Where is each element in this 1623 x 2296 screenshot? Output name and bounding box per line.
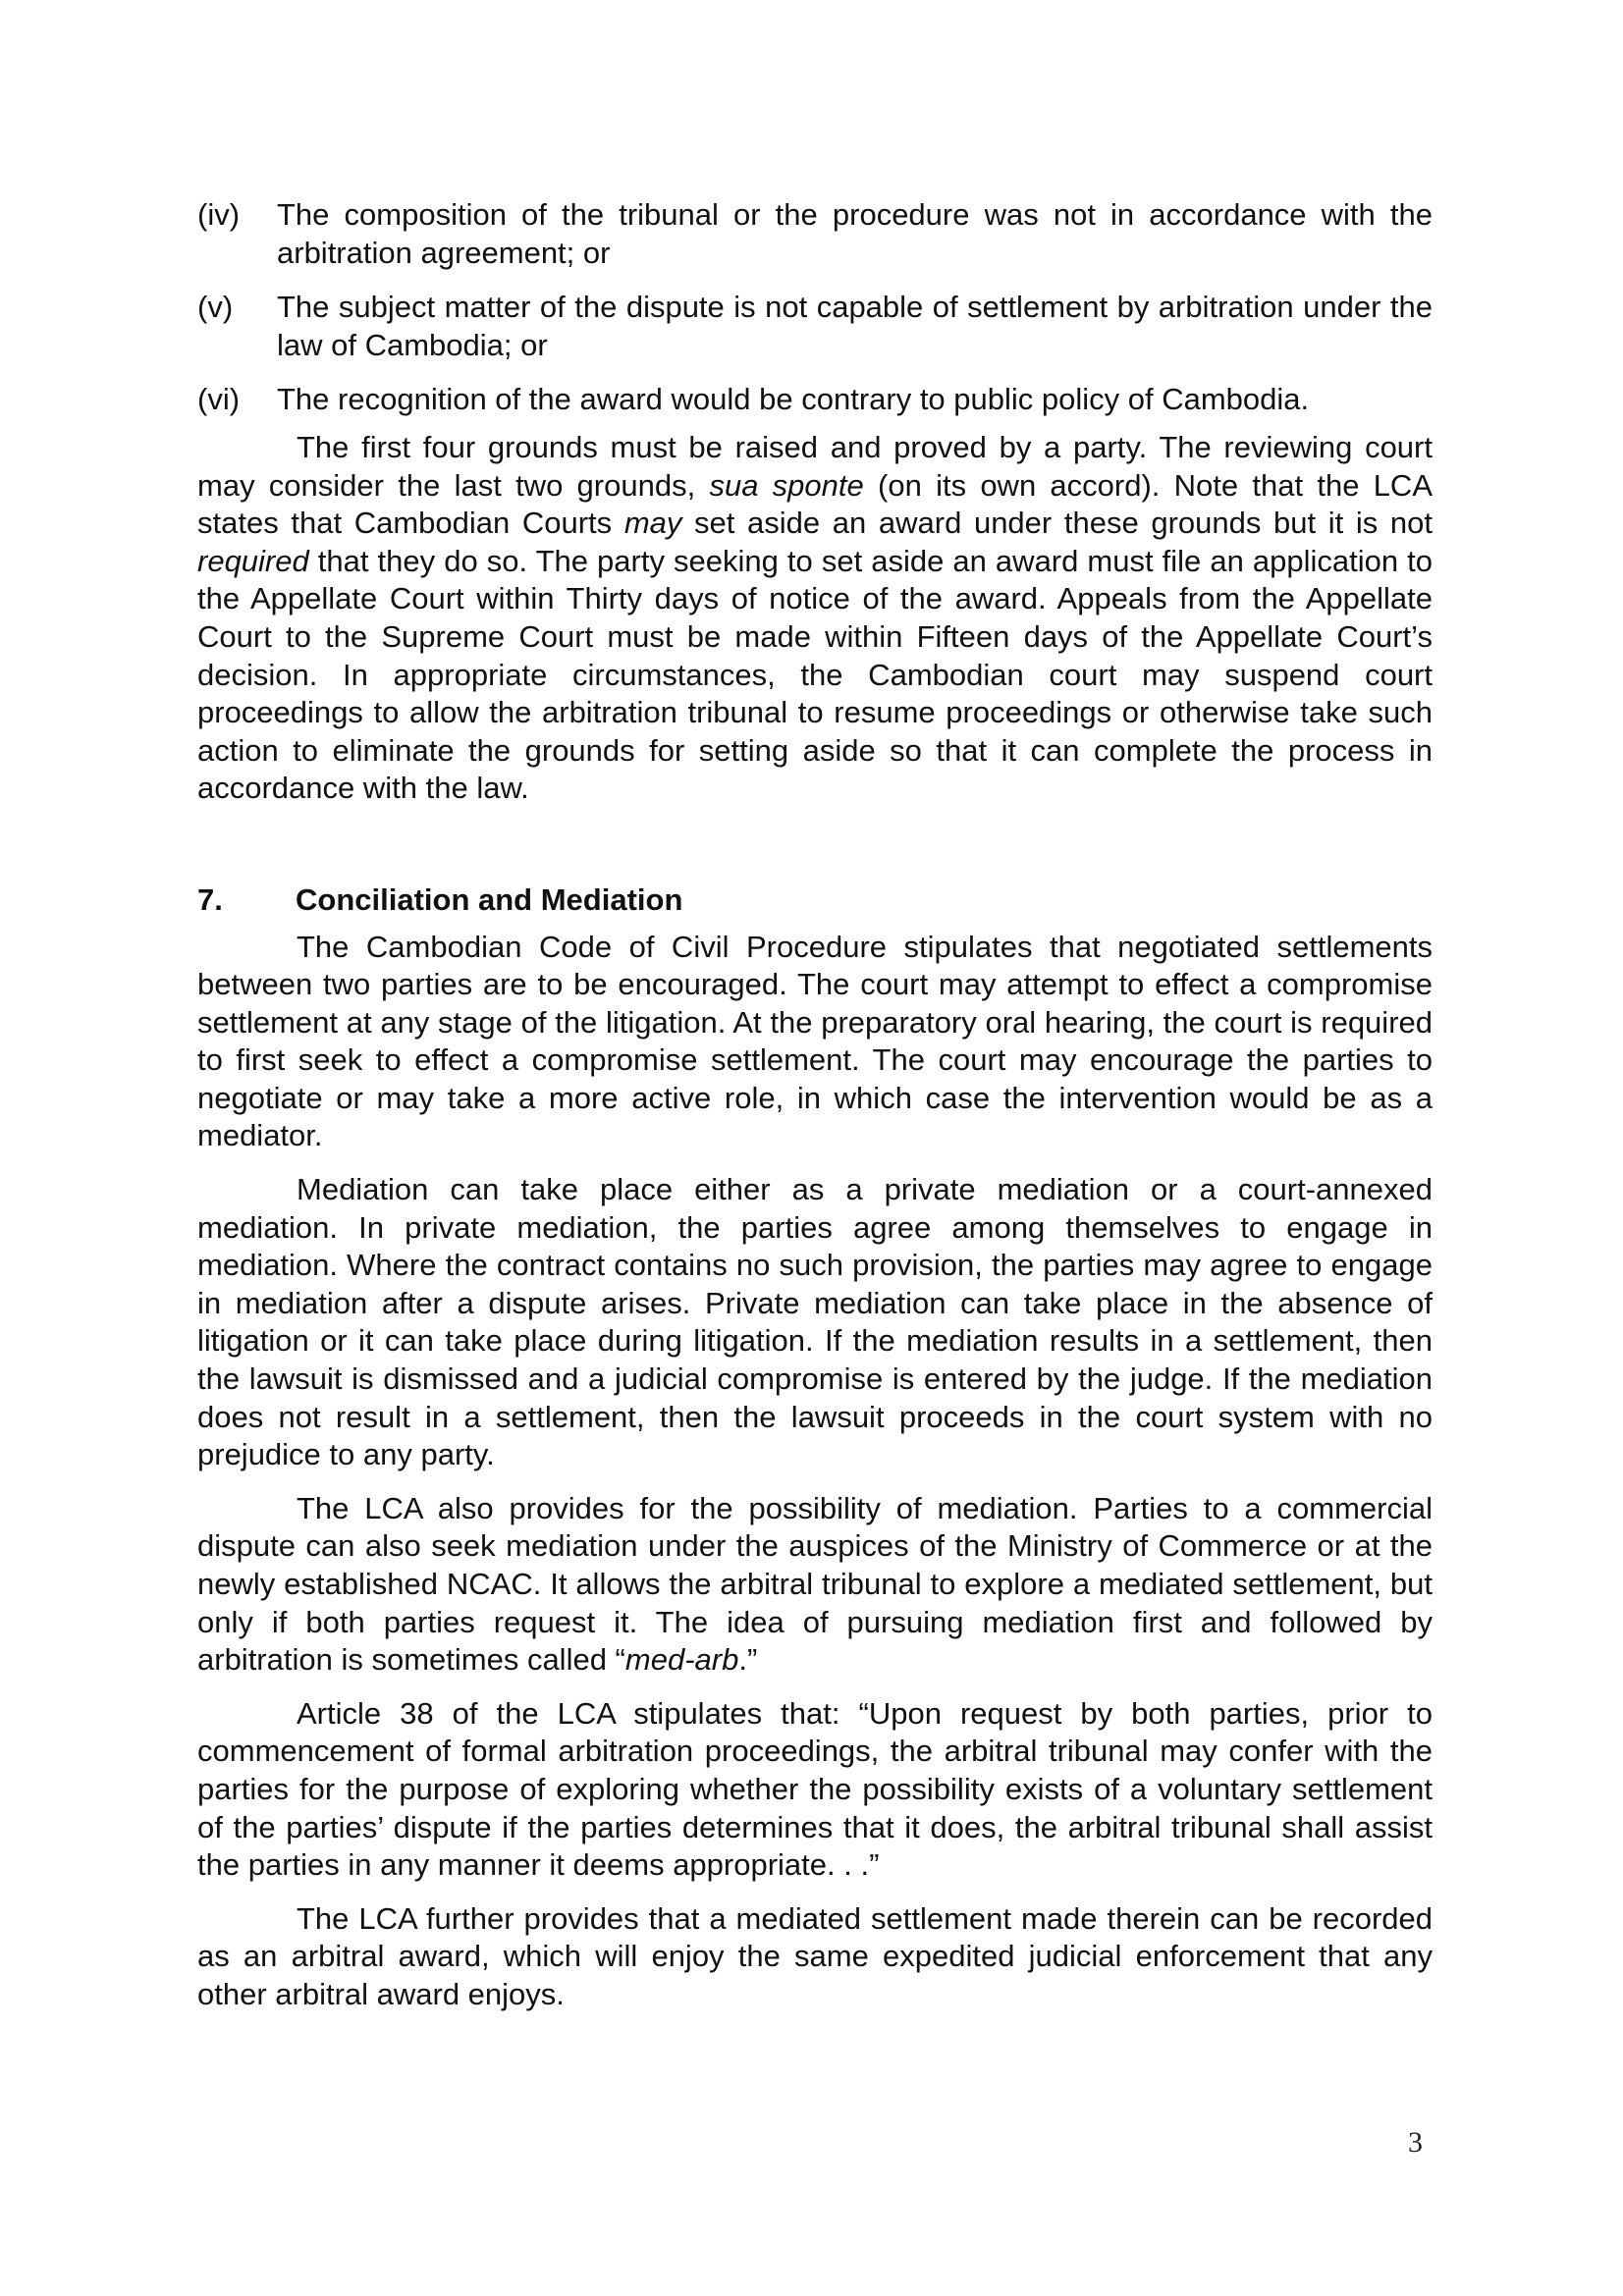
paragraph-text: The LCA also provides for the possibility of mediation. Parties to a commercial dispute can also seek mediation under the auspices of the Ministry of Commerce or at the newly established NCAC. It allows the arbitral tribunal to explore a mediated settlement, but only if both parties request it. The idea of pursuing mediation first and followed by arbitration is sometimes called “ xyxy=(197,1490,1433,1678)
list-item-text: The recognition of the award would be contrary to public policy of Cambodia. xyxy=(277,382,1310,417)
page-content xyxy=(197,196,1433,2030)
list-item-iv xyxy=(197,196,1433,272)
emphasis-med-arb: med-arb xyxy=(624,1642,739,1678)
section-number: 7. xyxy=(197,881,223,917)
paragraph-text: that they do so. The party seeking to set aside an award must file an application to the Appellate Court within Thirty days of notice of the award. Appeals from the Appellate Court to the Supreme Court must be made within Fifteen days of the Appellate Court’s decision. In appropriate circumstances, the Cambodian court may suspend court proceedings to allow the arbitration tribunal to resume proceedings or otherwise take such action to eliminate the grounds for setting aside so that it can complete the process in accordance with the law. xyxy=(197,543,1433,806)
section-heading xyxy=(197,881,1433,920)
list-item-number: (vi) xyxy=(197,382,241,417)
list-item-number: (iv) xyxy=(197,197,241,232)
emphasis-sua-sponte: sua sponte xyxy=(709,467,864,503)
list-item-text: The composition of the tribunal or the procedure was not in accordance with the arbitration agreement; or xyxy=(277,197,1433,270)
paragraph-text: (on its own accord). Note that the LCA states that Cambodian Courts xyxy=(197,467,1433,541)
paragraph-grounds xyxy=(197,429,1433,808)
paragraph-mediation-types: Mediation can take place either as a private mediation or a court-annexed mediation. In private mediation, the parties agree among themselves to engage in mediation. Where the contract contains no such provision, the parties may agree to engage in mediation after a dispute arises. Private mediation can take place in the absence of litigation or it can take place during litigation. If the mediation results in a settlement, then the lawsuit is dismissed and a judicial compromise is entered by the judge. If the mediation does not result in a settlement, then the lawsuit proceeds in the court system with no prejudice to any party. xyxy=(197,1172,1433,1472)
emphasis-required: required xyxy=(197,543,309,578)
list-item-number: (v) xyxy=(197,290,234,325)
list-item-v xyxy=(197,289,1433,364)
paragraph-lca-mediation xyxy=(197,1490,1433,1680)
section-title: Conciliation and Mediation xyxy=(296,881,683,917)
list-item-text: The subject matter of the dispute is not capable of settlement by arbitration under the law of Cambodia; or xyxy=(277,290,1433,362)
emphasis-may: may xyxy=(623,506,682,541)
paragraph-text: .” xyxy=(738,1642,758,1678)
paragraph-text: The first four grounds must be raised and proved by a party. The reviewing court may consider the last two grounds, xyxy=(197,429,1433,503)
paragraph-mediated-settlement: The LCA further provides that a mediated settlement made therein can be recorded as an arbitral award, which will enjoy the same expedited judicial enforcement that any other arbitral award enjoys. xyxy=(197,1900,1433,2011)
paragraph-text: set aside an award under these grounds but it is not xyxy=(681,506,1433,541)
paragraph-article-38: Article 38 of the LCA stipulates that: “Upon request by both parties, prior to commencement of formal arbitration proceedings, the arbitral tribunal may confer with the parties for the purpose of exploring whether the possibility exists of a voluntary settlement of the parties’ dispute if the parties determines that it does, the arbitral tribunal shall assist the parties in any manner it deems appropriate. . .” xyxy=(197,1695,1433,1883)
list-item-vi xyxy=(197,381,1433,419)
paragraph-civil-procedure: The Cambodian Code of Civil Procedure stipulates that negotiated settlements between two parties are to be encouraged. The court may attempt to effect a compromise settlement at any stage of the litigation. At the preparatory oral hearing, the court is required to first seek to effect a compromise settlement. The court may encourage the parties to negotiate or may take a more active role, in which case the intervention would be as a mediator. xyxy=(197,929,1433,1153)
page-number: 3 xyxy=(1408,2126,1423,2159)
